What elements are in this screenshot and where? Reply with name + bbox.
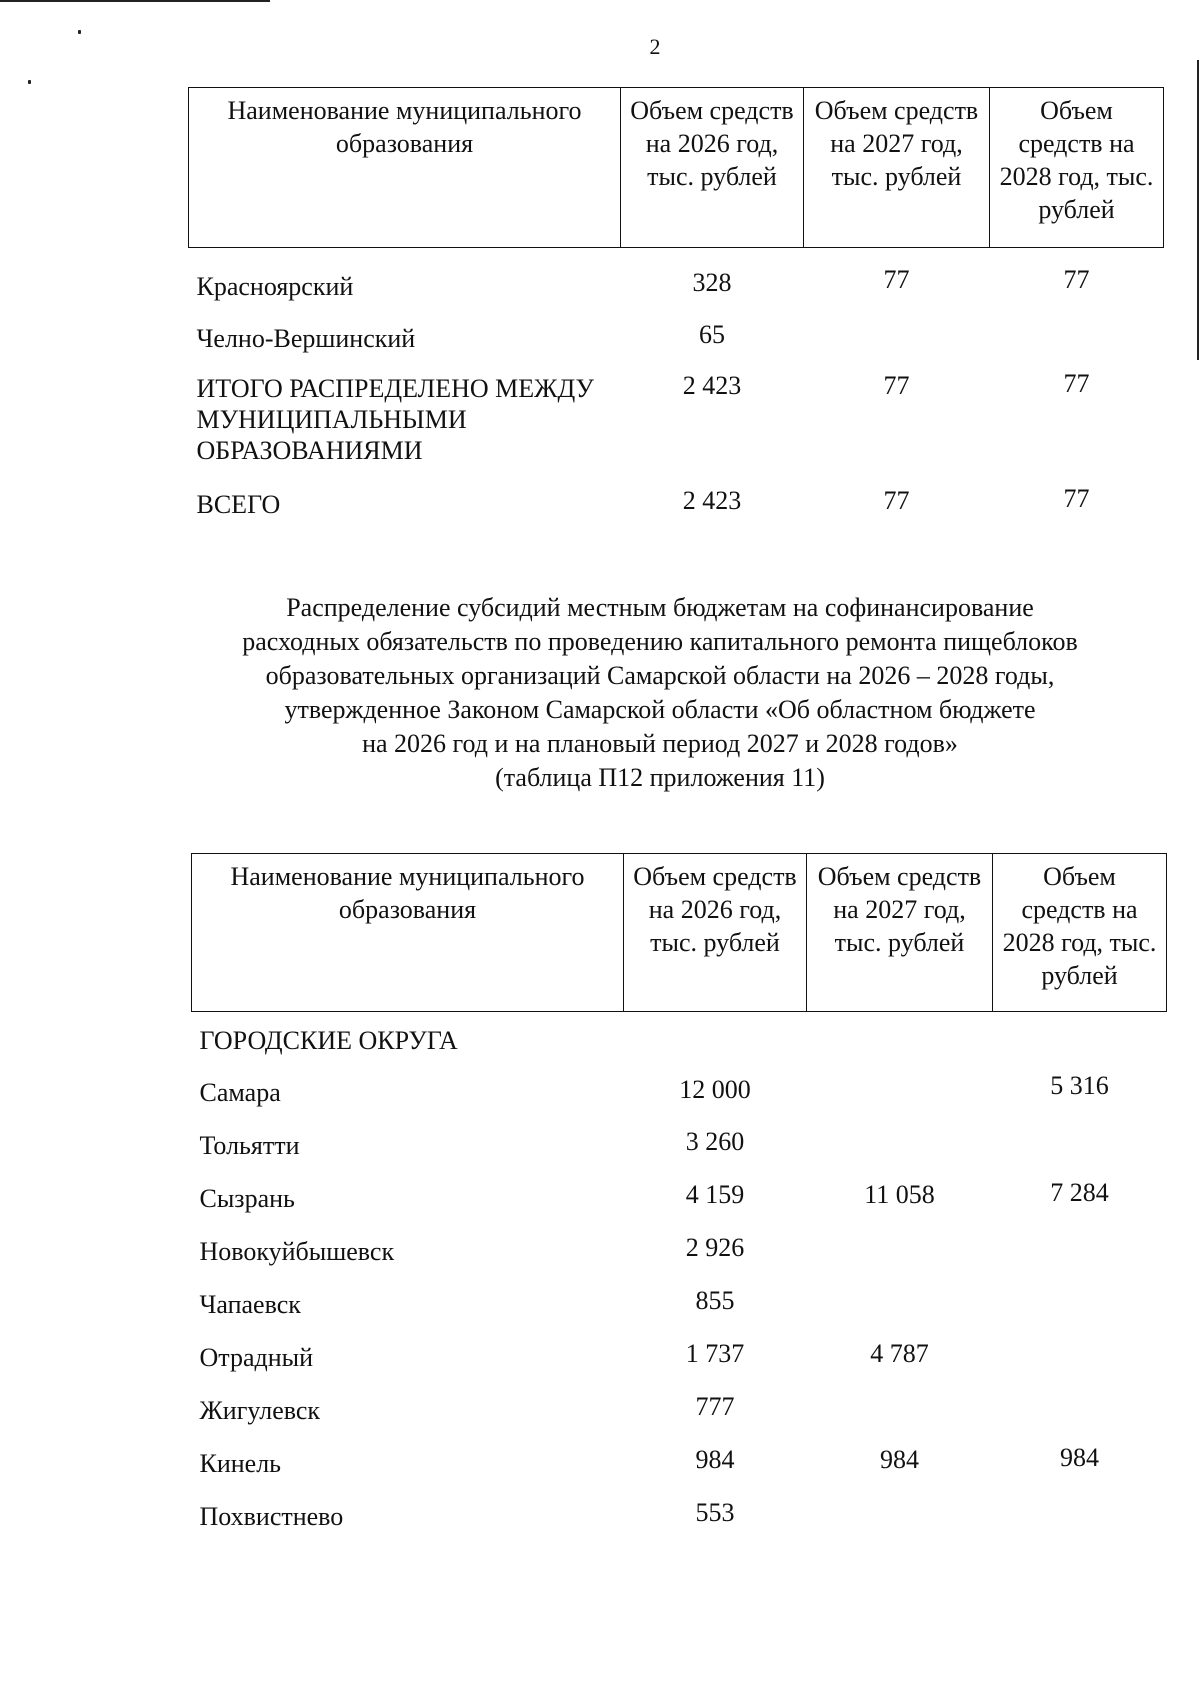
- heading-line: расходных обязательств по проведению капитального ремонта пищеблоков: [242, 627, 1078, 656]
- table-row: [192, 1427, 1167, 1480]
- row-value-2028: [993, 1268, 1167, 1321]
- row-value-2028: [993, 1374, 1167, 1427]
- row-value-2028: [990, 303, 1164, 355]
- table-row: [189, 355, 1164, 466]
- row-value-2026: 984: [695, 1445, 735, 1474]
- row-value-2027: [807, 1215, 993, 1268]
- row-value-2027: [807, 1268, 993, 1321]
- heading-line: (таблица П12 приложения 11): [495, 763, 825, 792]
- row-value-2027: [807, 1057, 993, 1109]
- table-row: [192, 1268, 1167, 1321]
- row-name: Отрадный: [199, 1343, 314, 1372]
- section-row: [192, 1012, 1167, 1058]
- row-name: Жигулевск: [199, 1396, 321, 1425]
- table-row: [192, 1321, 1167, 1374]
- row-value-2028: [993, 1109, 1167, 1162]
- row-value-2028: 7 284: [1050, 1178, 1109, 1207]
- row-value-2027: 11 058: [864, 1180, 935, 1209]
- header-volume-2028: Объем средств на 2028 год, тыс. рублей: [990, 88, 1164, 248]
- table-2: [191, 853, 1167, 1533]
- header-volume-2028: Объем средств на 2028 год, тыс. рублей: [993, 854, 1167, 1012]
- table-1: [188, 87, 1164, 521]
- table-row: [192, 1162, 1167, 1215]
- row-name: Чапаевск: [199, 1290, 301, 1319]
- row-value-2026: 2 423: [682, 486, 742, 515]
- row-value-2027: [807, 1480, 993, 1533]
- row-value-2026: 553: [695, 1498, 735, 1527]
- row-name: Тольятти: [199, 1131, 300, 1160]
- scan-artifact-dot: [28, 80, 31, 84]
- table-row: [192, 1109, 1167, 1162]
- row-name: ВСЕГО: [196, 490, 281, 519]
- row-value-2026: 2 926: [685, 1233, 745, 1262]
- row-value-2027: [807, 1109, 993, 1162]
- table-2-header-row: [192, 854, 1167, 1012]
- row-value-2026: 2 423: [682, 371, 742, 400]
- table-row: [189, 248, 1164, 304]
- row-value-2028: [993, 1215, 1167, 1268]
- row-value-2028: 77: [1063, 265, 1090, 294]
- row-name: ИТОГО РАСПРЕДЕЛЕНО МЕЖДУ МУНИЦИПАЛЬНЫМИ ОБРАЗОВАНИЯМИ: [196, 374, 594, 465]
- row-value-2026: 4 159: [685, 1180, 745, 1209]
- table-row: [192, 1480, 1167, 1533]
- row-value-2026: 855: [695, 1286, 735, 1315]
- heading-line: на 2026 год и на плановый период 2027 и 2028 годов»: [362, 729, 958, 758]
- row-value-2026: 328: [692, 268, 732, 297]
- row-value-2027: 77: [883, 486, 910, 515]
- row-value-2027: 984: [880, 1445, 919, 1474]
- row-value-2028: [993, 1480, 1167, 1533]
- row-value-2026: 12 000: [679, 1075, 751, 1104]
- table-row: [192, 1374, 1167, 1427]
- header-municipality: Наименование муниципального образования: [189, 88, 621, 248]
- row-name: Кинель: [199, 1449, 282, 1478]
- row-value-2026: 3 260: [685, 1127, 745, 1156]
- scan-artifact-right-edge: [1197, 60, 1199, 360]
- row-name: Сызрань: [199, 1184, 295, 1213]
- heading-line: образовательных организаций Самарской области на 2026 – 2028 годы,: [265, 661, 1055, 690]
- row-name: Новокуйбышевск: [199, 1237, 395, 1266]
- scan-artifact-top-line: [0, 0, 270, 2]
- row-name: Самара: [199, 1078, 281, 1107]
- row-value-2027: 77: [883, 265, 910, 294]
- table-row: [189, 466, 1164, 521]
- row-value-2028: 77: [1063, 369, 1090, 398]
- row-name: Красноярский: [196, 272, 354, 301]
- header-volume-2027: Объем средств на 2027 год, тыс. рублей: [807, 854, 993, 1012]
- table-1-header-row: [189, 88, 1164, 248]
- header-volume-2026: Объем средств на 2026 год, тыс. рублей: [621, 88, 804, 248]
- section-heading: [160, 591, 1160, 795]
- row-value-2027: [804, 303, 990, 355]
- row-value-2028: [993, 1321, 1167, 1374]
- row-value-2028: 77: [1063, 484, 1090, 513]
- header-volume-2026: Объем средств на 2026 год, тыс. рублей: [624, 854, 807, 1012]
- table-row: [192, 1057, 1167, 1109]
- heading-line: Распределение субсидий местным бюджетам на софинансирование: [286, 593, 1034, 622]
- header-volume-2027: Объем средств на 2027 год, тыс. рублей: [804, 88, 990, 248]
- row-value-2027: 77: [883, 371, 910, 400]
- heading-line: утвержденное Законом Самарской области «Об областном бюджете: [284, 695, 1036, 724]
- section-title: ГОРОДСКИЕ ОКРУГА: [199, 1026, 458, 1055]
- row-value-2026: 65: [699, 320, 725, 349]
- row-value-2028: 5 316: [1050, 1071, 1109, 1100]
- row-value-2026: 1 737: [685, 1339, 745, 1368]
- row-name: Похвистнево: [199, 1502, 344, 1531]
- table-row: [192, 1215, 1167, 1268]
- page-number: 2: [649, 34, 661, 59]
- row-value-2027: 4 787: [870, 1339, 929, 1368]
- row-value-2028: 984: [1060, 1443, 1099, 1472]
- header-municipality: Наименование муниципального образования: [192, 854, 624, 1012]
- row-value-2026: 777: [695, 1392, 735, 1421]
- row-value-2027: [807, 1374, 993, 1427]
- row-name: Челно-Вершинский: [196, 324, 416, 353]
- table-row: [189, 303, 1164, 355]
